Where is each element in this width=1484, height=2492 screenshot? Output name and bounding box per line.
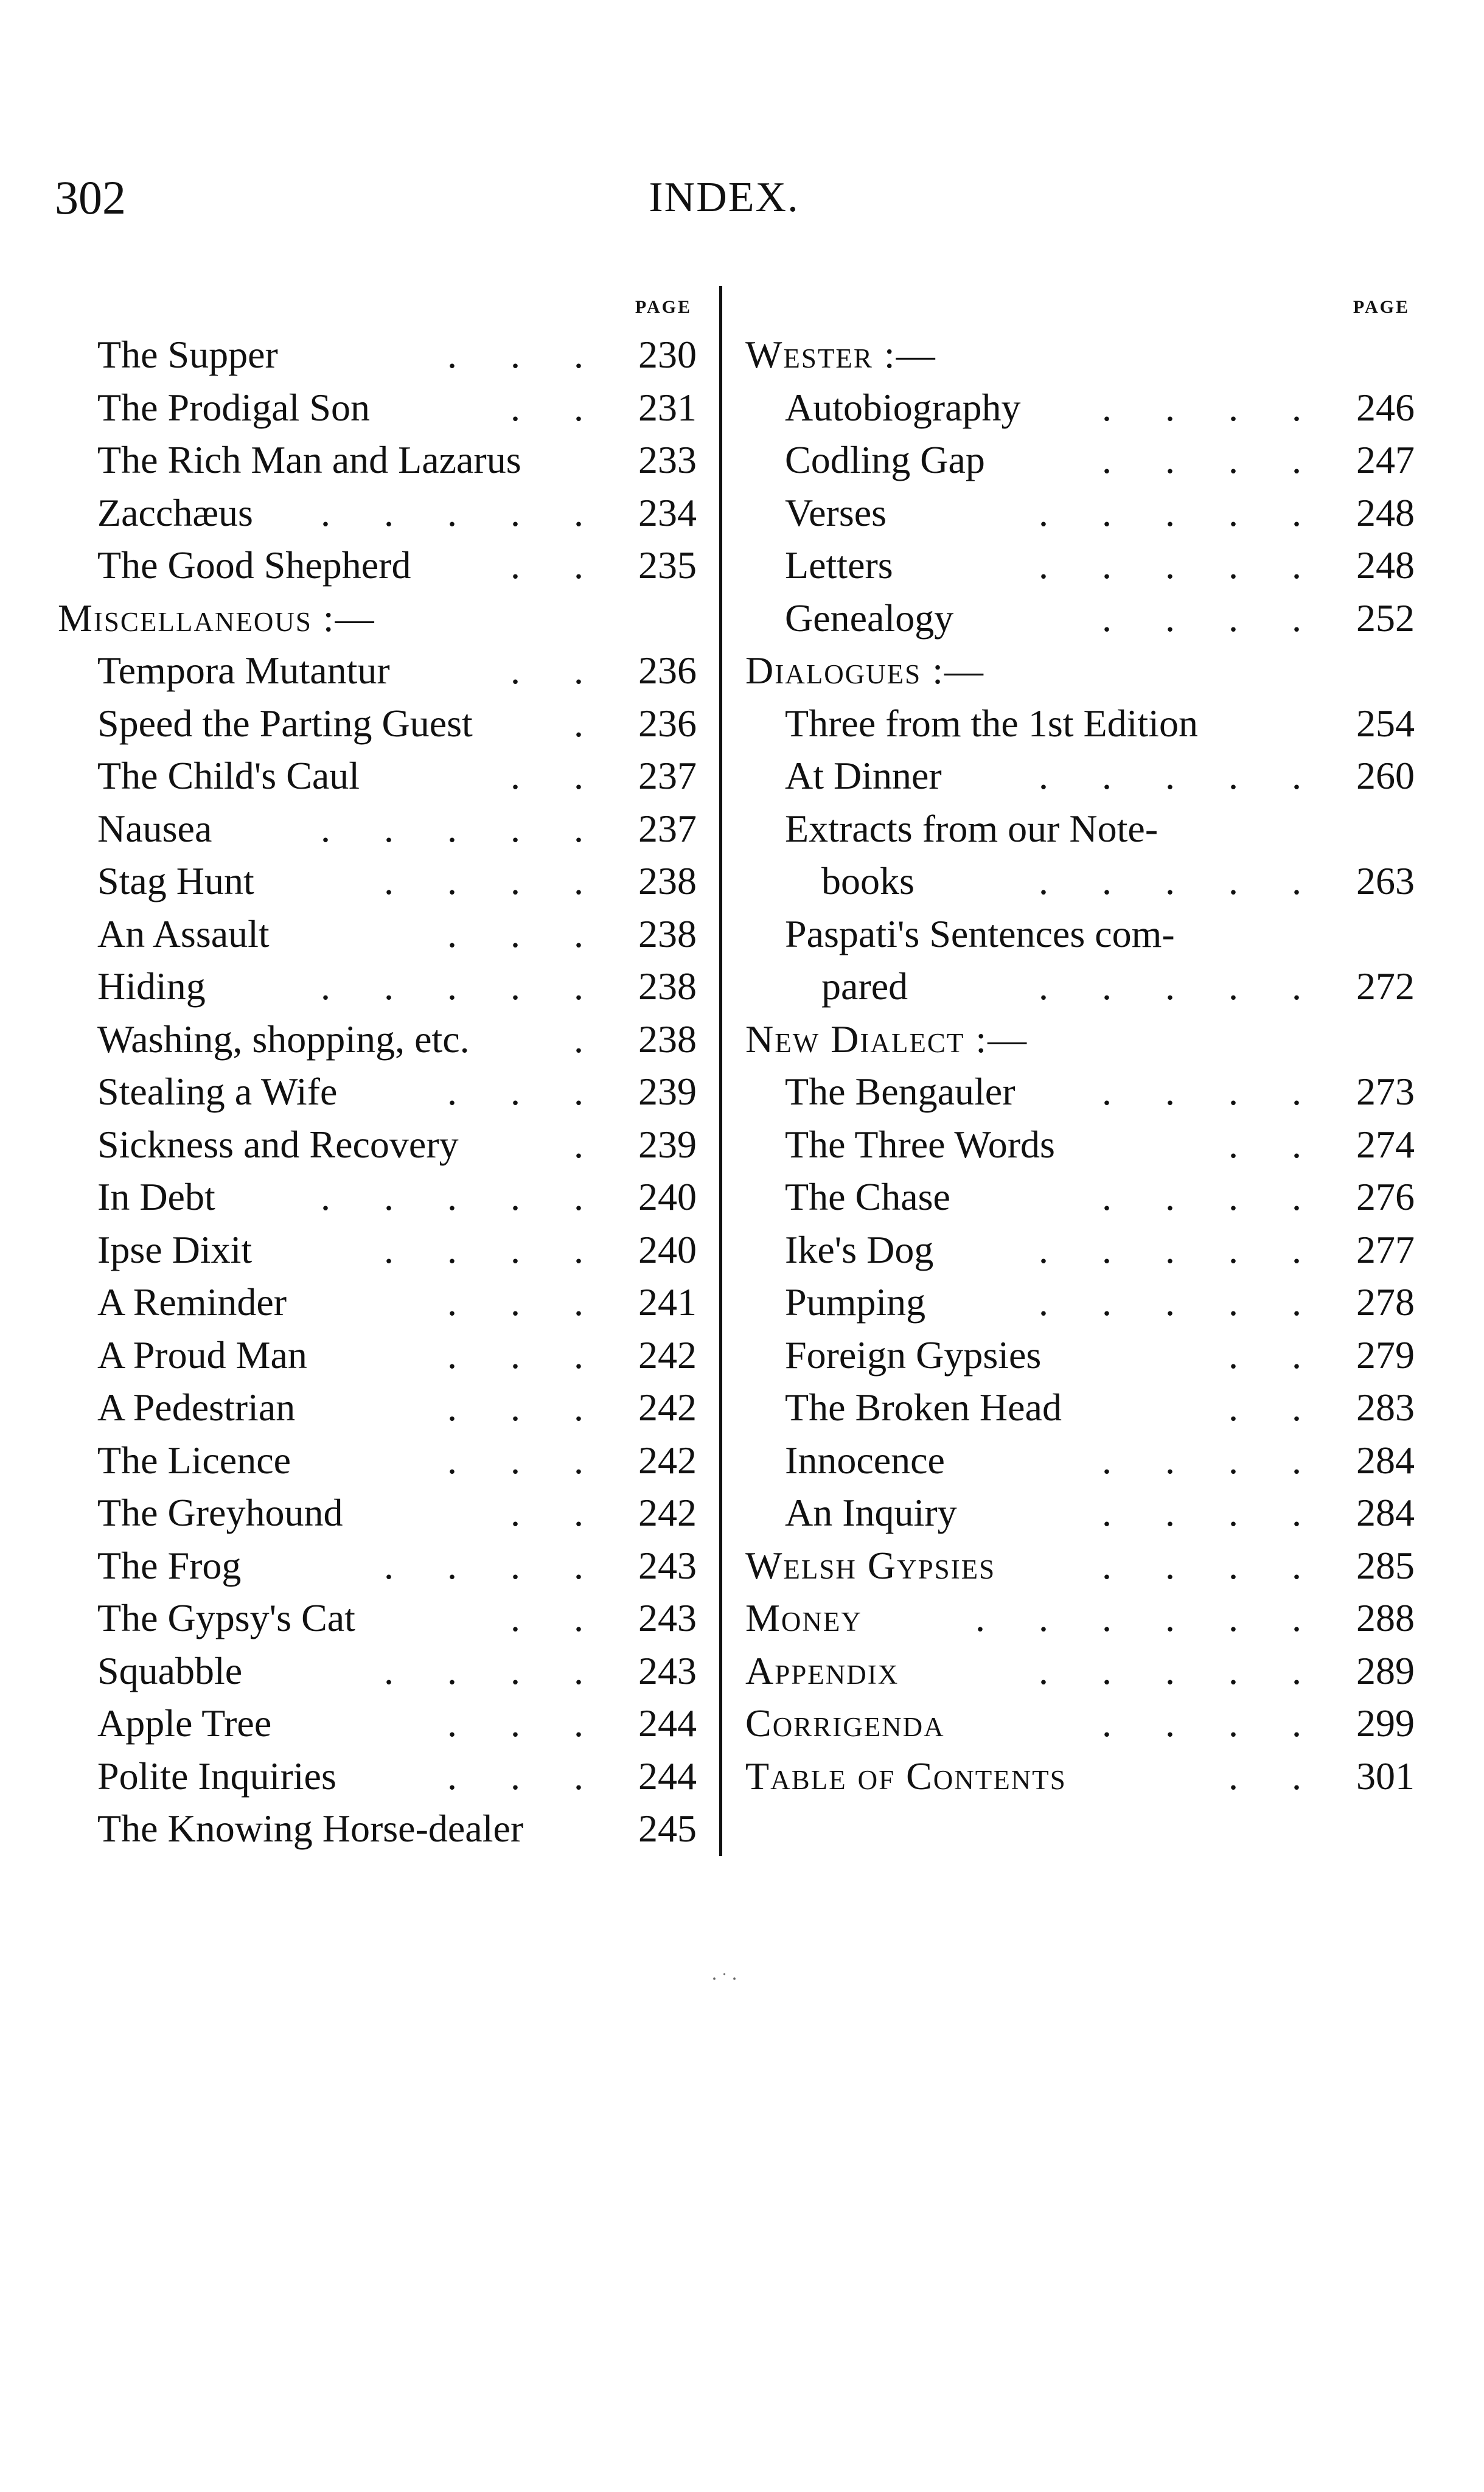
index-entry <box>745 1224 1415 1277</box>
leader-dots: . <box>574 1122 605 1166</box>
index-entry <box>58 644 697 697</box>
leader-dots: . . <box>510 385 605 429</box>
index-entry <box>58 329 697 382</box>
index-entry <box>58 434 697 487</box>
leader-dots: . . . . <box>1102 1491 1323 1534</box>
index-entry <box>745 329 1415 382</box>
index-entry-page: 238 <box>638 912 697 955</box>
index-entry-page: 283 <box>1356 1386 1415 1429</box>
index-entry <box>58 1329 697 1382</box>
index-entry-page: 278 <box>1356 1280 1415 1324</box>
index-entry-title: At Dinner <box>785 754 942 797</box>
index-entry-title: The Rich Man and Lazarus <box>97 438 521 481</box>
index-entry-page: 235 <box>638 543 697 587</box>
index-entry-page: 279 <box>1356 1333 1415 1377</box>
index-entry-page: 240 <box>638 1227 697 1271</box>
index-entry <box>745 434 1415 487</box>
leader-dots: . . . . <box>1102 438 1323 481</box>
leader-dots: . . . . . <box>1039 859 1323 902</box>
index-entry <box>745 855 1415 908</box>
index-entry-title: The Knowing Horse-dealer <box>97 1807 524 1850</box>
index-entry-title: Sickness and Recovery <box>97 1122 459 1166</box>
index-entry <box>58 1171 697 1224</box>
running-head-title: INDEX. <box>649 174 799 221</box>
index-entry-page: 288 <box>1356 1596 1415 1639</box>
index-entry <box>58 697 697 750</box>
index-entry <box>58 1276 697 1329</box>
index-entry <box>745 1276 1415 1329</box>
leader-dots: . . . . <box>1102 1438 1323 1482</box>
leader-dots: . . . . . <box>1039 965 1323 1008</box>
index-entry <box>745 1381 1415 1434</box>
index-entry-page: 243 <box>638 1596 697 1639</box>
index-column-right <box>745 286 1415 1803</box>
leader-dots: . . <box>1228 1754 1323 1798</box>
index-entry <box>745 1487 1415 1540</box>
index-entry-page: 277 <box>1356 1227 1415 1271</box>
index-entry-page: 234 <box>638 490 697 534</box>
index-entry-title: Dialogues :— <box>745 649 984 692</box>
index-entry-title: An Assault <box>97 912 270 955</box>
index-entry-title: A Reminder <box>97 1280 287 1324</box>
index-entry <box>745 1329 1415 1382</box>
index-entry <box>58 1645 697 1698</box>
leader-dots: . . . . . <box>1039 490 1323 534</box>
leader-dots: . . . <box>447 1701 605 1745</box>
index-entry <box>58 1540 697 1593</box>
leader-dots: . . . <box>447 1438 605 1482</box>
index-entry-page: 244 <box>638 1754 697 1798</box>
index-entry-title: Miscellaneous :— <box>58 596 375 640</box>
index-entry <box>745 1013 1415 1066</box>
index-entry-page: 252 <box>1356 596 1415 640</box>
index-entry <box>58 1434 697 1487</box>
index-entry-page: 246 <box>1356 385 1415 429</box>
index-entry-page: 244 <box>638 1701 697 1745</box>
index-entry-page: 284 <box>1356 1491 1415 1534</box>
leader-dots: . . <box>510 649 605 692</box>
index-entry <box>58 592 697 645</box>
index-entry <box>58 1066 697 1119</box>
column-divider <box>719 286 722 1856</box>
index-entry-page: 273 <box>1356 1070 1415 1113</box>
index-entry-title: Paspati's Sentences com- <box>785 912 1175 955</box>
index-entry <box>745 908 1415 961</box>
index-entry-page: 263 <box>1356 859 1415 902</box>
leader-dots: . . . . . <box>1039 1649 1323 1692</box>
page-column-label: PAGE <box>1353 297 1410 317</box>
index-entry <box>58 908 697 961</box>
index-entry-title: Hiding <box>97 965 206 1008</box>
index-entry-title: Money <box>745 1596 862 1639</box>
leader-dots: . . . . . <box>321 490 605 534</box>
index-entry <box>58 1750 697 1803</box>
index-entry <box>745 487 1415 540</box>
index-entry <box>745 1697 1415 1750</box>
index-entry-title: Washing, shopping, etc. <box>97 1017 470 1061</box>
leader-dots: . . . <box>447 333 605 376</box>
leader-dots: . . . <box>447 1280 605 1324</box>
leader-dots: . . . <box>447 1333 605 1377</box>
index-entry-page: 260 <box>1356 754 1415 797</box>
index-entry-page: 239 <box>638 1070 697 1113</box>
index-entry-title: Squabble <box>97 1649 243 1692</box>
leader-dots: . . . . <box>1102 1543 1323 1587</box>
index-entry <box>745 1119 1415 1171</box>
index-entry-page: 236 <box>638 649 697 692</box>
index-entry <box>745 1434 1415 1487</box>
index-entry-title: Codling Gap <box>785 438 985 481</box>
page-specks-decoration: ⸱ ˙ ⸱ <box>712 1969 737 1989</box>
index-entry-page: 248 <box>1356 543 1415 587</box>
leader-dots: . . <box>510 754 605 797</box>
index-entry-page: 245 <box>638 1807 697 1850</box>
leader-dots: . . . . <box>384 1227 605 1271</box>
index-entry <box>58 382 697 435</box>
index-entries-right <box>745 329 1415 1803</box>
index-entry-page: 243 <box>638 1649 697 1692</box>
index-entry-title: Zacchæus <box>97 490 253 534</box>
index-entry-title: Stag Hunt <box>97 859 254 902</box>
index-entry-title: Speed the Parting Guest <box>97 701 473 745</box>
index-entry-title: The Bengauler <box>785 1070 1015 1113</box>
index-entry-title: A Proud Man <box>97 1333 307 1377</box>
leader-dots: . . . . <box>1102 596 1323 640</box>
leader-dots: . . . . . <box>1039 754 1323 797</box>
leader-dots: . . . <box>447 1386 605 1429</box>
index-entry <box>745 592 1415 645</box>
index-entry-title: Foreign Gypsies <box>785 1333 1042 1377</box>
index-entry <box>58 1697 697 1750</box>
index-entry-title: The Licence <box>97 1438 291 1482</box>
index-entry-page: 238 <box>638 965 697 1008</box>
leader-dots: . . <box>1228 1386 1323 1429</box>
index-entry-page: 237 <box>638 754 697 797</box>
index-entry-title: Nausea <box>97 806 212 850</box>
leader-dots: . . <box>1228 1122 1323 1166</box>
index-entry-page: 242 <box>638 1438 697 1482</box>
index-entry <box>745 803 1415 856</box>
index-entry-page: 238 <box>638 859 697 902</box>
leader-dots: . . . . <box>384 1649 605 1692</box>
index-entry-title: books <box>821 859 914 902</box>
leader-dots: . . . . . <box>321 965 605 1008</box>
index-entry <box>58 1013 697 1066</box>
index-entry-title: A Pedestrian <box>97 1386 296 1429</box>
index-entry-page: 248 <box>1356 490 1415 534</box>
index-entry-title: Stealing a Wife <box>97 1070 338 1113</box>
index-entry-page: 276 <box>1356 1175 1415 1218</box>
leader-dots: . . . <box>447 1070 605 1113</box>
index-entry-page: 301 <box>1356 1754 1415 1798</box>
index-entry <box>58 1381 697 1434</box>
index-entry-page: 240 <box>638 1175 697 1218</box>
index-entry-title: Innocence <box>785 1438 945 1482</box>
index-entry-title: The Frog <box>97 1543 242 1587</box>
index-entry-title: Letters <box>785 543 893 587</box>
index-entry <box>745 750 1415 803</box>
index-entry <box>745 539 1415 592</box>
index-entry <box>58 1119 697 1171</box>
index-entry-page: 254 <box>1356 701 1415 745</box>
index-entry-page: 285 <box>1356 1543 1415 1587</box>
leader-dots: . . . . <box>384 1543 605 1587</box>
index-entry <box>745 1540 1415 1593</box>
index-entry-title: The Prodigal Son <box>97 385 370 429</box>
index-entry <box>745 644 1415 697</box>
index-entry-title: New Dialect :— <box>745 1017 1028 1061</box>
leader-dots: . . . . . <box>1039 1280 1323 1324</box>
index-entry-title: The Broken Head <box>785 1386 1062 1429</box>
index-entry <box>745 1645 1415 1698</box>
index-entry <box>58 803 697 856</box>
leader-dots: . . <box>510 543 605 587</box>
leader-dots: . . <box>1228 1333 1323 1377</box>
index-entry-page: 284 <box>1356 1438 1415 1482</box>
index-entry <box>745 1066 1415 1119</box>
index-entry <box>745 1171 1415 1224</box>
index-entry <box>745 1592 1415 1645</box>
index-entry-title: Tempora Mutantur <box>97 649 390 692</box>
index-entry-title: Ike's Dog <box>785 1227 934 1271</box>
index-entry <box>58 1803 697 1855</box>
index-entry-page: 242 <box>638 1386 697 1429</box>
index-entry-title: Corrigenda <box>745 1701 945 1745</box>
index-entry <box>745 960 1415 1013</box>
index-entry <box>58 855 697 908</box>
index-entry-page: 274 <box>1356 1122 1415 1166</box>
index-column-left <box>58 286 697 1855</box>
index-entry-page: 241 <box>638 1280 697 1324</box>
leader-dots: . . <box>510 1596 605 1639</box>
index-entry-page: 242 <box>638 1491 697 1534</box>
index-entry-title: Polite Inquiries <box>97 1754 336 1798</box>
index-entry-title: Three from the 1st Edition <box>785 701 1198 745</box>
leader-dots: . . . . . <box>321 806 605 850</box>
index-entry <box>58 1224 697 1277</box>
index-entry-title: Autobiography <box>785 385 1021 429</box>
index-entry-page: 239 <box>638 1122 697 1166</box>
index-entry-title: Wester :— <box>745 333 936 376</box>
index-entry-title: Extracts from our Note- <box>785 806 1158 850</box>
leader-dots: . . . . <box>1102 1070 1323 1113</box>
index-entry <box>745 1750 1415 1803</box>
index-entry-title: The Greyhound <box>97 1491 343 1534</box>
page-column-label: PAGE <box>635 297 692 317</box>
leader-dots: . . . . . <box>1039 1227 1323 1271</box>
index-entry-title: Verses <box>785 490 887 534</box>
index-entry-page: 231 <box>638 385 697 429</box>
index-entry-title: In Debt <box>97 1175 215 1218</box>
index-entry-page: 236 <box>638 701 697 745</box>
index-entry-page: 233 <box>638 438 697 481</box>
index-entry-title: The Three Words <box>785 1122 1055 1166</box>
index-entry <box>58 539 697 592</box>
index-entry <box>58 750 697 803</box>
leader-dots: . . . . <box>384 859 605 902</box>
index-entry-title: The Chase <box>785 1175 950 1218</box>
index-entry-page: 237 <box>638 806 697 850</box>
index-entry-page: 230 <box>638 333 697 376</box>
leader-dots: . . . . . <box>1039 543 1323 587</box>
index-entry-title: Apple Tree <box>97 1701 272 1745</box>
leader-dots: . . . . . <box>321 1175 605 1218</box>
index-entry-title: The Gypsy's Cat <box>97 1596 355 1639</box>
leader-dots: . <box>574 701 605 745</box>
index-entries-left <box>58 329 697 1855</box>
index-entry <box>58 1592 697 1645</box>
leader-dots: . . . . <box>1102 1701 1323 1745</box>
page-header <box>55 164 1393 231</box>
index-entry-page: 289 <box>1356 1649 1415 1692</box>
leader-dots: . . . <box>447 912 605 955</box>
leader-dots: . . <box>510 1491 605 1534</box>
index-entry <box>58 960 697 1013</box>
leader-dots: . . . . <box>1102 1175 1323 1218</box>
index-entry-page: 272 <box>1356 965 1415 1008</box>
leader-dots: . . . . . . <box>975 1596 1323 1639</box>
index-entry-title: Appendix <box>745 1649 899 1692</box>
index-entry-title: Genealogy <box>785 596 954 640</box>
index-entry-page: 238 <box>638 1017 697 1061</box>
index-entry <box>745 382 1415 435</box>
index-entry-page: 243 <box>638 1543 697 1587</box>
leader-dots: . . . . <box>1102 385 1323 429</box>
page-number: 302 <box>55 171 126 224</box>
index-entry-page: 242 <box>638 1333 697 1377</box>
index-entry-title: Ipse Dixit <box>97 1227 253 1271</box>
index-entry <box>58 1487 697 1540</box>
leader-dots: . <box>574 1017 605 1061</box>
index-entry-title: pared <box>821 965 908 1008</box>
index-entry <box>58 487 697 540</box>
index-entry-title: Pumping <box>785 1280 926 1324</box>
index-entry-title: The Supper <box>97 333 278 376</box>
index-entry <box>745 697 1415 750</box>
leader-dots: . . . <box>447 1754 605 1798</box>
index-entry-page: 299 <box>1356 1701 1415 1745</box>
index-entry-title: An Inquiry <box>785 1491 957 1534</box>
index-entry-page: 247 <box>1356 438 1415 481</box>
index-entry-title: Table of Contents <box>745 1754 1067 1798</box>
index-entry-title: The Child's Caul <box>97 754 360 797</box>
index-entry-title: The Good Shepherd <box>97 543 411 587</box>
index-entry-title: Welsh Gypsies <box>745 1543 996 1587</box>
